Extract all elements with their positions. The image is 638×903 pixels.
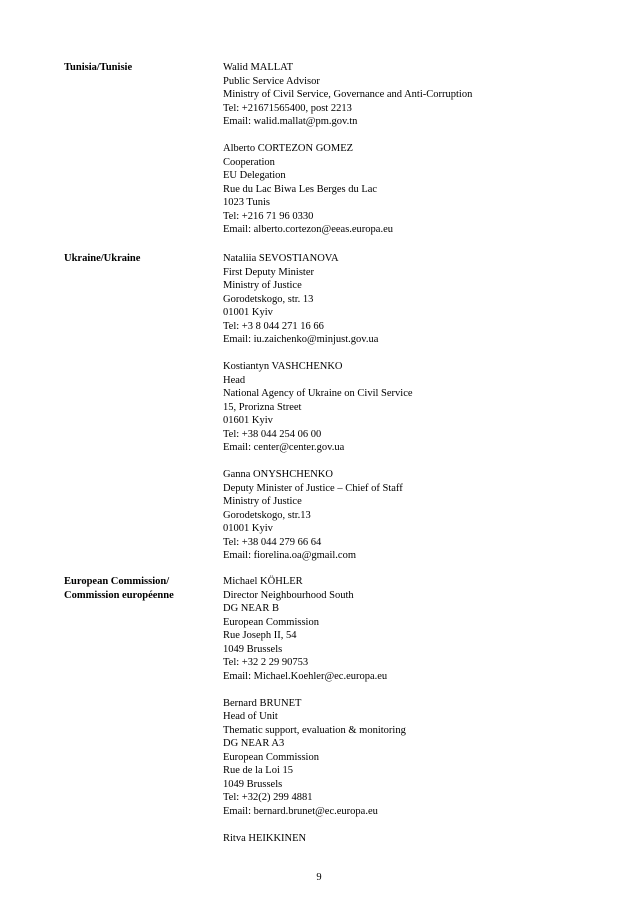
- contact-detail-line: Tel: +32(2) 299 4881: [223, 792, 313, 803]
- contact-detail-line: Email: walid.mallat@pm.gov.tn: [223, 116, 358, 127]
- contact-detail-line: Thematic support, evaluation & monitoring: [223, 724, 406, 736]
- contact-detail-line: Tel: +32 2 29 90753: [223, 657, 309, 668]
- contact-detail-line: 01001 Kyiv: [223, 307, 273, 318]
- contact-detail-line: 1049 Brussels: [223, 778, 283, 790]
- contact-entry: [223, 832, 603, 846]
- contact-detail-line: Gorodetskogo, str.13: [223, 509, 311, 521]
- contact-name: Walid MALLAT: [223, 62, 294, 73]
- contact-detail-line: Email: Michael.Koehler@ec.europa.eu: [223, 670, 388, 682]
- contact-detail-line: 01001 Kyiv: [223, 523, 273, 534]
- contact-detail-line: DG NEAR A3: [223, 738, 285, 749]
- contact-detail-line: Tel: +216 71 96 0330: [223, 210, 314, 222]
- country-label: [64, 61, 214, 75]
- contact-detail-line: European Commission: [223, 751, 319, 763]
- contact-detail-line: Deputy Minister of Justice – Chief of Staff: [223, 482, 403, 494]
- country-label: [64, 252, 214, 266]
- contact-name: Nataliia SEVOSTIANOVA: [223, 253, 339, 264]
- contact-detail-line: Tel: +38 044 279 66 64: [223, 536, 322, 548]
- contact-detail-line: 01601 Kyiv: [223, 415, 273, 426]
- contact-detail-line: DG NEAR B: [223, 603, 280, 614]
- country-label-line: European Commission/: [64, 576, 170, 587]
- contact-detail-line: Head: [223, 374, 246, 386]
- contact-list: [223, 252, 603, 576]
- contact-detail-line: Email: bernard.brunet@ec.europa.eu: [223, 805, 378, 817]
- contact-detail-line: Email: fiorelina.oa@gmail.com: [223, 550, 357, 561]
- contact-detail-line: 1049 Brussels: [223, 643, 283, 655]
- contact-detail-line: Gorodetskogo, str. 13: [223, 293, 314, 305]
- contact-detail-line: Tel: +38 044 254 06 00: [223, 428, 322, 440]
- contact-name: Ritva HEIKKINEN: [223, 832, 307, 844]
- country-label: [64, 575, 214, 602]
- contact-detail-line: Ministry of Civil Service, Governance and Anti-Corruption: [223, 89, 473, 100]
- page-number: 9: [316, 872, 322, 883]
- contact-detail-line: Tel: +3 8 044 271 16 66: [223, 320, 324, 332]
- contact-detail-line: Tel: +21671565400, post 2213: [223, 102, 352, 114]
- contact-detail-line: Head of Unit: [223, 711, 278, 722]
- contact-detail-line: EU Delegation: [223, 170, 286, 181]
- contact-detail-line: Email: iu.zaichenko@minjust.gov.ua: [223, 334, 379, 345]
- contact-detail-line: 1023 Tunis: [223, 197, 270, 208]
- contact-entry: [223, 468, 603, 563]
- country-label-line: Ukraine/Ukraine: [64, 253, 141, 264]
- contact-detail-line: National Agency of Ukraine on Civil Service: [223, 388, 413, 399]
- contact-name: Kostiantyn VASHCHENKO: [223, 361, 343, 372]
- contact-entry: [223, 142, 603, 237]
- contact-entry: [223, 252, 603, 347]
- contact-entry: [223, 61, 603, 129]
- contact-detail-line: Rue Joseph II, 54: [223, 630, 297, 641]
- contact-detail-line: Cooperation: [223, 156, 275, 168]
- contact-detail-line: Email: center@center.gov.ua: [223, 442, 345, 453]
- contact-name: Ganna ONYSHCHENKO: [223, 469, 333, 480]
- contact-name: Michael KÖHLER: [223, 576, 303, 587]
- contact-name: Alberto CORTEZON GOMEZ: [223, 143, 354, 154]
- contact-detail-line: Ministry of Justice: [223, 280, 302, 291]
- contact-detail-line: Ministry of Justice: [223, 496, 302, 507]
- contact-entry: [223, 360, 603, 455]
- country-label-line: Tunisia/Tunisie: [64, 62, 133, 73]
- contact-list: [223, 575, 603, 859]
- contact-detail-line: First Deputy Minister: [223, 266, 314, 278]
- contact-detail-line: Email: alberto.cortezon@eeas.europa.eu: [223, 224, 394, 235]
- contact-detail-line: Public Service Advisor: [223, 75, 320, 87]
- country-label-line: Commission européenne: [64, 589, 174, 601]
- contact-name: Bernard BRUNET: [223, 697, 302, 709]
- contact-entry: [223, 575, 603, 683]
- contact-detail-line: Rue du Lac Biwa Les Berges du Lac: [223, 183, 378, 195]
- contact-detail-line: European Commission: [223, 616, 319, 628]
- contact-detail-line: 15, Prorizna Street: [223, 401, 302, 413]
- contact-detail-line: Rue de la Loi 15: [223, 765, 293, 776]
- contact-entry: [223, 697, 603, 819]
- contact-list: [223, 61, 603, 250]
- contact-detail-line: Director Neighbourhood South: [223, 589, 354, 601]
